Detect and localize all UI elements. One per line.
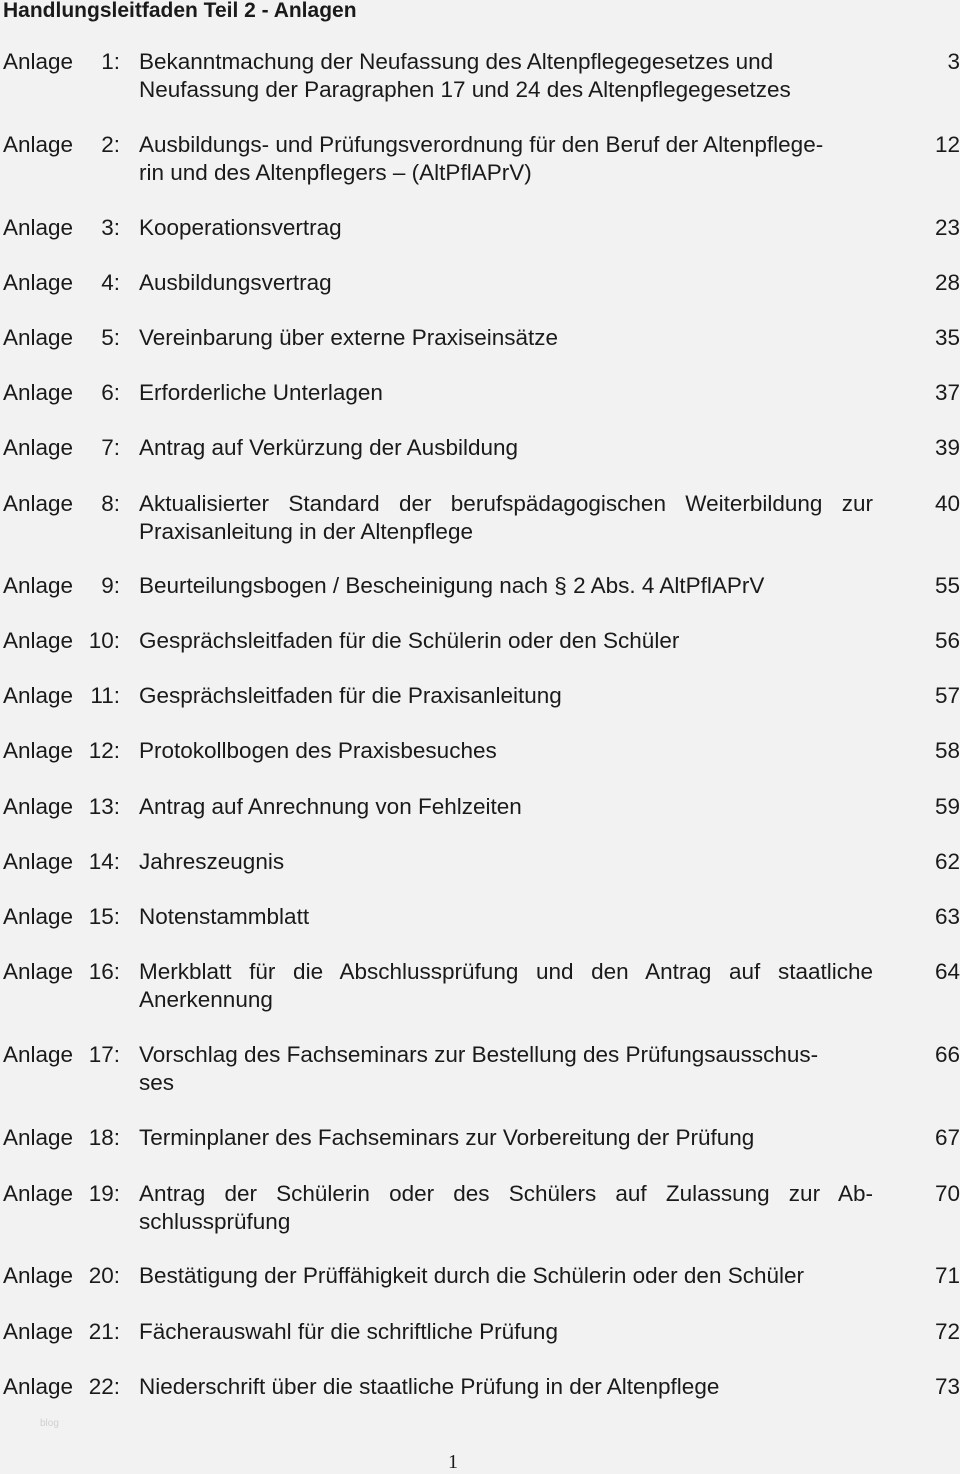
toc-entry-number: 19: [88,1181,120,1206]
toc-entry-prefix: Anlage [3,435,74,460]
toc-entry-description [139,269,873,297]
toc-entry-description [139,1180,873,1236]
toc-entry-page: 55 [934,573,960,598]
toc-entry-number: 5: [101,325,120,350]
toc-entry-description [139,682,873,710]
toc-entry-number: 2: [101,132,120,157]
toc-entry-description-line: Notenstammblatt [139,904,310,929]
toc-entry-description-line: Vorschlag des Fachseminars zur Bestellung des Prüfungsausschus- [139,1042,819,1067]
toc-entry-number: 21: [88,1319,120,1344]
toc-entry-prefix: Anlage [3,1125,74,1150]
toc-entry-description [139,572,873,600]
toc-entry-page: 72 [934,1319,960,1344]
toc-entry-number: 11: [90,683,120,708]
page-title: Handlungsleitfaden Teil 2 - Anlagen [3,0,357,22]
toc-entry-number: 6: [101,380,120,405]
toc-entry-description-line: schlussprüfung [139,1209,291,1234]
toc-entry-description [139,48,873,104]
toc-entry-page: 3 [947,49,960,74]
toc-entry-prefix: Anlage [3,270,74,295]
toc-entry-number: 10: [88,628,120,653]
toc-entry-page: 39 [934,435,960,460]
toc-entry-prefix: Anlage [3,215,74,240]
toc-entry-number: 15: [88,904,120,929]
toc-entry-page: 71 [934,1263,960,1288]
toc-entry-number: 17: [88,1042,120,1067]
toc-entry-description-line: Ausbildungs- und Prüfungsverordnung für den Beruf der Altenpflege- [139,132,824,157]
toc-entry-description-line: Neufassung der Paragraphen 17 und 24 des Altenpflegegesetzes [139,77,791,102]
toc-entry-description [139,848,873,876]
toc-entry-description-line: Niederschrift über die staatliche Prüfung in der Altenpflege [139,1374,720,1399]
toc-entry-page: 23 [934,215,960,240]
toc-entry-description-line: Antrag auf Anrechnung von Fehlzeiten [139,794,522,819]
toc-entry-prefix: Anlage [3,1319,74,1344]
toc-entry-page: 63 [934,904,960,929]
toc-entry-description-line: Jahreszeugnis [139,849,285,874]
toc-entry-number: 13: [88,794,120,819]
toc-entry-number: 9: [101,573,120,598]
toc-entry-page: 73 [934,1374,960,1399]
toc-entry-number: 20: [88,1263,120,1288]
toc-entry-prefix: Anlage [3,849,74,874]
toc-entry-description-line: Bestätigung der Prüffähigkeit durch die Schülerin oder den Schüler [139,1263,805,1288]
toc-entry-prefix: Anlage [3,1374,74,1399]
toc-entry-description-line: Beurteilungsbogen / Bescheinigung nach § 2 Abs. 4 AltPflAPrV [139,573,765,598]
toc-entry-prefix: Anlage [3,380,74,405]
toc-entry-description-line: Vereinbarung über externe Praxiseinsätze [139,325,559,350]
toc-entry-description-line: rin und des Altenpflegers – (AltPflAPrV) [139,160,532,185]
toc-entry-prefix: Anlage [3,132,74,157]
toc-entry-description-line: Erforderliche Unterlagen [139,380,383,405]
toc-entry-page: 64 [934,959,960,984]
toc-entry-description [139,1124,873,1152]
toc-entry-description-line: Ausbildungsvertrag [139,270,332,295]
toc-entry-prefix: Anlage [3,683,74,708]
toc-entry-description-line: Merkblatt für die Abschlussprüfung und den Antrag auf staatliche [139,959,873,984]
toc-entry-description [139,1318,873,1346]
toc-entry-page: 12 [934,132,960,157]
toc-entry-number: 3: [101,215,120,240]
toc-entry-description [139,324,873,352]
toc-entry-page: 57 [934,683,960,708]
toc-entry-prefix: Anlage [3,959,74,984]
toc-entry-prefix: Anlage [3,738,74,763]
toc-entry-description [139,627,873,655]
toc-entry-description-line: Antrag auf Verkürzung der Ausbildung [139,435,519,460]
toc-entry-description-line: ses [139,1070,175,1095]
toc-entry-description-line: Kooperationsvertrag [139,215,342,240]
toc-entry-description-line: Protokollbogen des Praxisbesuches [139,738,497,763]
toc-entry-description [139,1041,873,1097]
toc-entry-page: 67 [934,1125,960,1150]
toc-entry-description-line: Terminplaner des Fachseminars zur Vorbereitung der Prüfung [139,1125,755,1150]
toc-entry-number: 16: [88,959,120,984]
toc-entry-page: 28 [934,270,960,295]
page-number: 1 [448,1451,458,1473]
toc-entry-number: 12: [88,738,120,763]
toc-entry-description-line: Aktualisierter Standard der berufspädagogischen Weiterbildung zur [139,491,873,516]
toc-entry-description-line: Gesprächsleitfaden für die Praxisanleitung [139,683,562,708]
toc-entry-number: 1: [101,49,120,74]
toc-entry-number: 4: [101,270,120,295]
toc-entry-page: 40 [934,491,960,516]
toc-entry-number: 7: [101,435,120,460]
toc-entry-prefix: Anlage [3,573,74,598]
toc-entry-description [139,490,873,546]
toc-entry-prefix: Anlage [3,491,74,516]
toc-entry-prefix: Anlage [3,1042,74,1067]
toc-entry-page: 70 [934,1181,960,1206]
toc-entry-page: 66 [934,1042,960,1067]
toc-entry-prefix: Anlage [3,1263,74,1288]
toc-entry-page: 62 [934,849,960,874]
toc-entry-description-line: Antrag der Schülerin oder des Schülers auf Zulassung zur Ab- [139,1181,873,1206]
toc-entry-description [139,1373,873,1401]
toc-entry-description-line: Bekanntmachung der Neufassung des Altenpflegegesetzes und [139,49,774,74]
toc-entry-description [139,214,873,242]
toc-entry-description-line: Fächerauswahl für die schriftliche Prüfung [139,1319,558,1344]
toc-entry-page: 56 [934,628,960,653]
toc-entry-prefix: Anlage [3,628,74,653]
toc-entry-description [139,1262,873,1290]
toc-entry-description [139,131,873,187]
toc-entry-description [139,958,873,1014]
toc-entry-prefix: Anlage [3,794,74,819]
toc-entry-page: 35 [934,325,960,350]
toc-entry-description-line: Anerkennung [139,987,273,1012]
toc-entry-description [139,903,873,931]
toc-entry-page: 59 [934,794,960,819]
toc-entry-prefix: Anlage [3,49,74,74]
toc-entry-description [139,793,873,821]
toc-entry-number: 18: [88,1125,120,1150]
toc-entry-description-line: Praxisanleitung in der Altenpflege [139,519,473,544]
toc-entry-description-line: Gesprächsleitfaden für die Schülerin oder den Schüler [139,628,680,653]
toc-entry-prefix: Anlage [3,325,74,350]
toc-entry-number: 14: [88,849,120,874]
toc-entry-description [139,379,873,407]
watermark: blog [40,1418,59,1429]
toc-entry-page: 58 [934,738,960,763]
toc-entry-number: 8: [101,491,120,516]
toc-entry-description [139,737,873,765]
toc-entry-prefix: Anlage [3,1181,74,1206]
toc-entry-description [139,434,873,462]
toc-entry-number: 22: [88,1374,120,1399]
toc-entry-prefix: Anlage [3,904,74,929]
toc-entry-page: 37 [934,380,960,405]
